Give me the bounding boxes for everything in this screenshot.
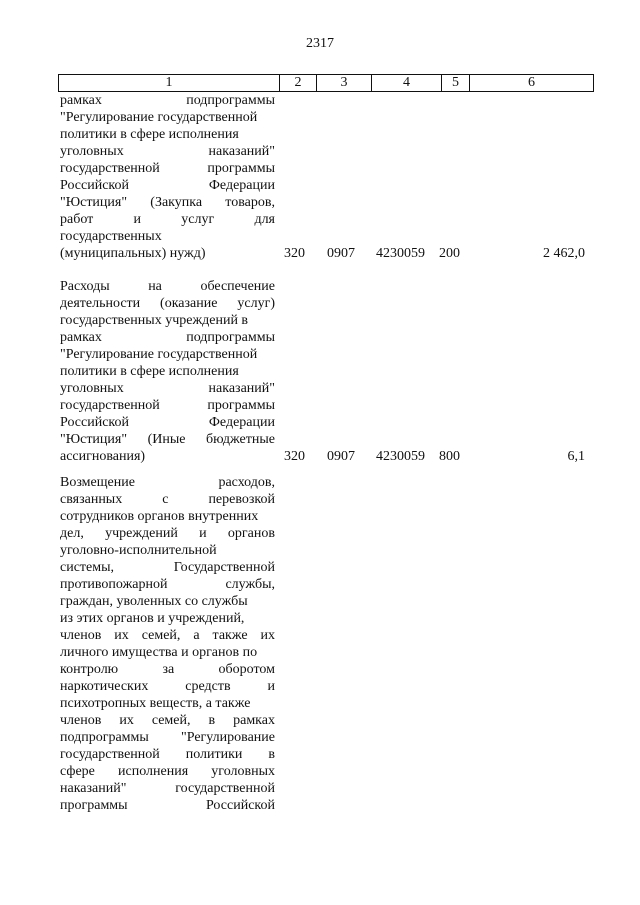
row-3-line-5: уголовно-исполнительной bbox=[60, 543, 217, 558]
row-1-line-4: уголовных наказаний" bbox=[60, 144, 275, 159]
row-3-line-15: членов их семей, в рамках bbox=[60, 713, 275, 728]
row-1-vr: 200 bbox=[439, 246, 460, 261]
row-2-section: 0907 bbox=[327, 449, 355, 464]
column-header-1: 1 bbox=[59, 75, 280, 92]
row-1-grbs: 320 bbox=[284, 246, 305, 261]
row-3-line-18: сфере исполнения уголовных bbox=[60, 764, 275, 779]
page-number: 2317 bbox=[306, 36, 334, 51]
row-3-line-4: дел, учреждений и органов bbox=[60, 526, 275, 541]
row-2-vr: 800 bbox=[439, 449, 460, 464]
row-1-line-3: политики в сфере исполнения bbox=[60, 127, 239, 142]
row-1-line-6: Российской Федерации bbox=[60, 178, 275, 193]
row-1-line-5: государственной программы bbox=[60, 161, 275, 176]
row-2-line-11: ассигнования) bbox=[60, 449, 146, 464]
row-3-line-20: программы Российской bbox=[60, 798, 275, 813]
row-2-sum: 6,1 bbox=[567, 449, 585, 464]
row-1-line-9: государственных bbox=[60, 229, 162, 244]
row-2-line-8: государственной программы bbox=[60, 398, 275, 413]
row-3-line-8: граждан, уволенных со службы bbox=[60, 594, 248, 609]
row-2-line-9: Российской Федерации bbox=[60, 415, 275, 430]
row-2-grbs: 320 bbox=[284, 449, 305, 464]
row-1-line-8: работ и услуг для bbox=[60, 212, 275, 227]
row-3-line-1: Возмещение расходов, bbox=[60, 475, 275, 490]
column-header-4: 4 bbox=[372, 75, 442, 92]
row-3-line-2: связанных с перевозкой bbox=[60, 492, 275, 507]
row-1-section: 0907 bbox=[327, 246, 355, 261]
column-header-6: 6 bbox=[470, 75, 594, 92]
column-header-3: 3 bbox=[317, 75, 372, 92]
row-2-description bbox=[60, 278, 275, 465]
row-1-target: 4230059 bbox=[376, 246, 425, 261]
row-2-line-5: "Регулирование государственной bbox=[60, 347, 258, 362]
column-header-5: 5 bbox=[442, 75, 470, 92]
row-2-target: 4230059 bbox=[376, 449, 425, 464]
row-2-line-7: уголовных наказаний" bbox=[60, 381, 275, 396]
row-3-line-10: членов их семей, а также их bbox=[60, 628, 275, 643]
row-1-line-1: рамках подпрограммы bbox=[60, 93, 275, 108]
row-2-line-4: рамках подпрограммы bbox=[60, 330, 275, 345]
row-3-line-19: наказаний" государственной bbox=[60, 781, 275, 796]
row-3-line-17: государственной политики в bbox=[60, 747, 275, 762]
row-2-line-6: политики в сфере исполнения bbox=[60, 364, 239, 379]
row-3-line-11: личного имущества и органов по bbox=[60, 645, 258, 660]
row-2-line-1: Расходы на обеспечение bbox=[60, 279, 275, 294]
row-3-line-7: противопожарной службы, bbox=[60, 577, 275, 592]
row-2-line-2: деятельности (оказание услуг) bbox=[60, 296, 275, 311]
row-1-sum: 2 462,0 bbox=[543, 246, 585, 261]
row-3-line-16: подпрограммы "Регулирование bbox=[60, 730, 275, 745]
row-1-line-10: (муниципальных) нужд) bbox=[60, 246, 206, 261]
row-2-line-10: "Юстиция" (Иные бюджетные bbox=[60, 432, 275, 447]
row-3-description bbox=[60, 474, 275, 814]
row-3-line-3: сотрудников органов внутренних bbox=[60, 509, 259, 524]
row-3-line-14: психотропных веществ, а также bbox=[60, 696, 251, 711]
row-3-line-13: наркотических средств и bbox=[60, 679, 275, 694]
row-2-line-3: государственных учреждений в bbox=[60, 313, 249, 328]
row-1-description bbox=[60, 92, 275, 262]
row-3-line-12: контролю за оборотом bbox=[60, 662, 275, 677]
row-3-line-6: системы, Государственной bbox=[60, 560, 275, 575]
row-3-line-9: из этих органов и учреждений, bbox=[60, 611, 245, 626]
row-1-line-7: "Юстиция" (Закупка товаров, bbox=[60, 195, 275, 210]
row-1-line-2: "Регулирование государственной bbox=[60, 110, 258, 125]
column-header-row bbox=[58, 74, 594, 92]
column-header-2: 2 bbox=[280, 75, 317, 92]
